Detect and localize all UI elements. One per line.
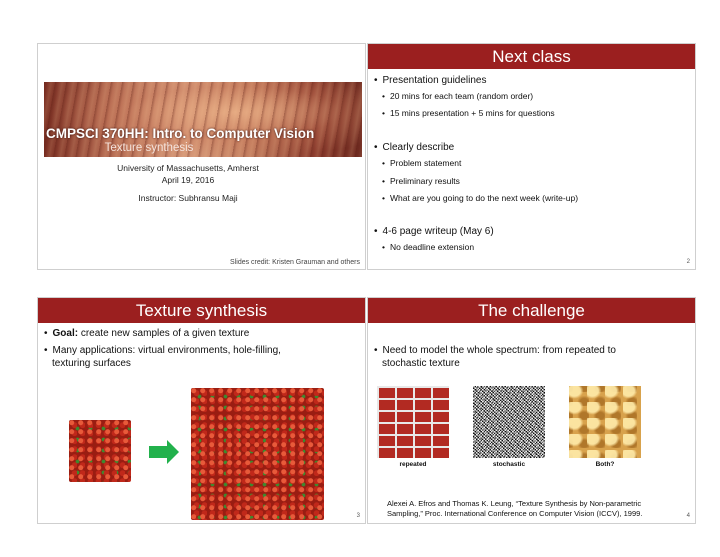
bullet-applications-cont: texturing surfaces: [52, 358, 131, 369]
lecture-date: April 19, 2016: [161, 175, 215, 185]
slide-title-bar: The challenge: [368, 298, 695, 323]
both-texture-image: [569, 386, 641, 458]
slide-title: [37, 43, 366, 270]
lecture-subtitle: Texture synthesis: [104, 142, 194, 154]
input-texture-image: [69, 420, 131, 482]
sub-bullet-item: • No deadline extension: [382, 242, 474, 253]
bullet-item: • Presentation guidelines: [374, 74, 486, 87]
bullet-goal: [44, 327, 249, 340]
sub-bullet-item: • Problem statement: [382, 158, 461, 169]
sub-bullet-item: • 20 mins for each team (random order): [382, 91, 533, 102]
caption-repeated: repeated: [399, 461, 427, 468]
page-number: 2: [686, 259, 690, 265]
slide-title-bar: Next class: [368, 44, 695, 69]
instructor-name: Instructor: Subhransu Maji: [138, 193, 238, 203]
slides-credit: Slides credit: Kristen Grauman and others: [230, 259, 360, 266]
slide-texture-synthesis: [37, 297, 366, 524]
page-number: 4: [686, 513, 690, 519]
slide-title-bar: Texture synthesis: [38, 298, 365, 323]
sub-bullet-item: • Preliminary results: [382, 176, 460, 187]
reference-citation: [387, 499, 687, 519]
bullet-spectrum-cont: stochastic texture: [382, 358, 460, 369]
course-title: CMPSCI 370HH: Intro. to Computer Vision: [46, 126, 315, 141]
repeated-texture-image: [377, 386, 449, 458]
arrow-right-icon: [149, 440, 179, 464]
caption-both: Both?: [595, 461, 615, 468]
page-number: 3: [356, 513, 360, 519]
reference-line: Alexei A. Efros and Thomas K. Leung, “Texture Synthesis by Non-parametric: [387, 499, 642, 508]
stochastic-texture-overlay: [473, 386, 545, 458]
title-banner-image: [44, 82, 362, 157]
bullet-item: • Clearly describe: [374, 141, 454, 154]
sub-bullet-item: • 15 mins presentation + 5 mins for questions: [382, 108, 555, 119]
goal-label: Goal:: [52, 328, 79, 339]
sub-bullet-item: • What are you going to do the next week (write-up): [382, 193, 578, 204]
slide-the-challenge: [367, 297, 696, 524]
bullet-item: • 4-6 page writeup (May 6): [374, 225, 494, 238]
synthesized-texture-image: [191, 388, 324, 520]
university-name: University of Massachusetts, Amherst: [117, 163, 259, 173]
slide-next-class: [367, 43, 696, 270]
reference-line: Sampling,” Proc. International Conference on Computer Vision (ICCV), 1999.: [387, 509, 643, 518]
bullet-spectrum: • Need to model the whole spectrum: from repeated to: [374, 344, 616, 357]
caption-stochastic: stochastic: [492, 461, 526, 468]
goal-text: create new samples of a given texture: [78, 328, 250, 339]
bullet-applications: • Many applications: virtual environments, hole-filling,: [44, 344, 281, 357]
